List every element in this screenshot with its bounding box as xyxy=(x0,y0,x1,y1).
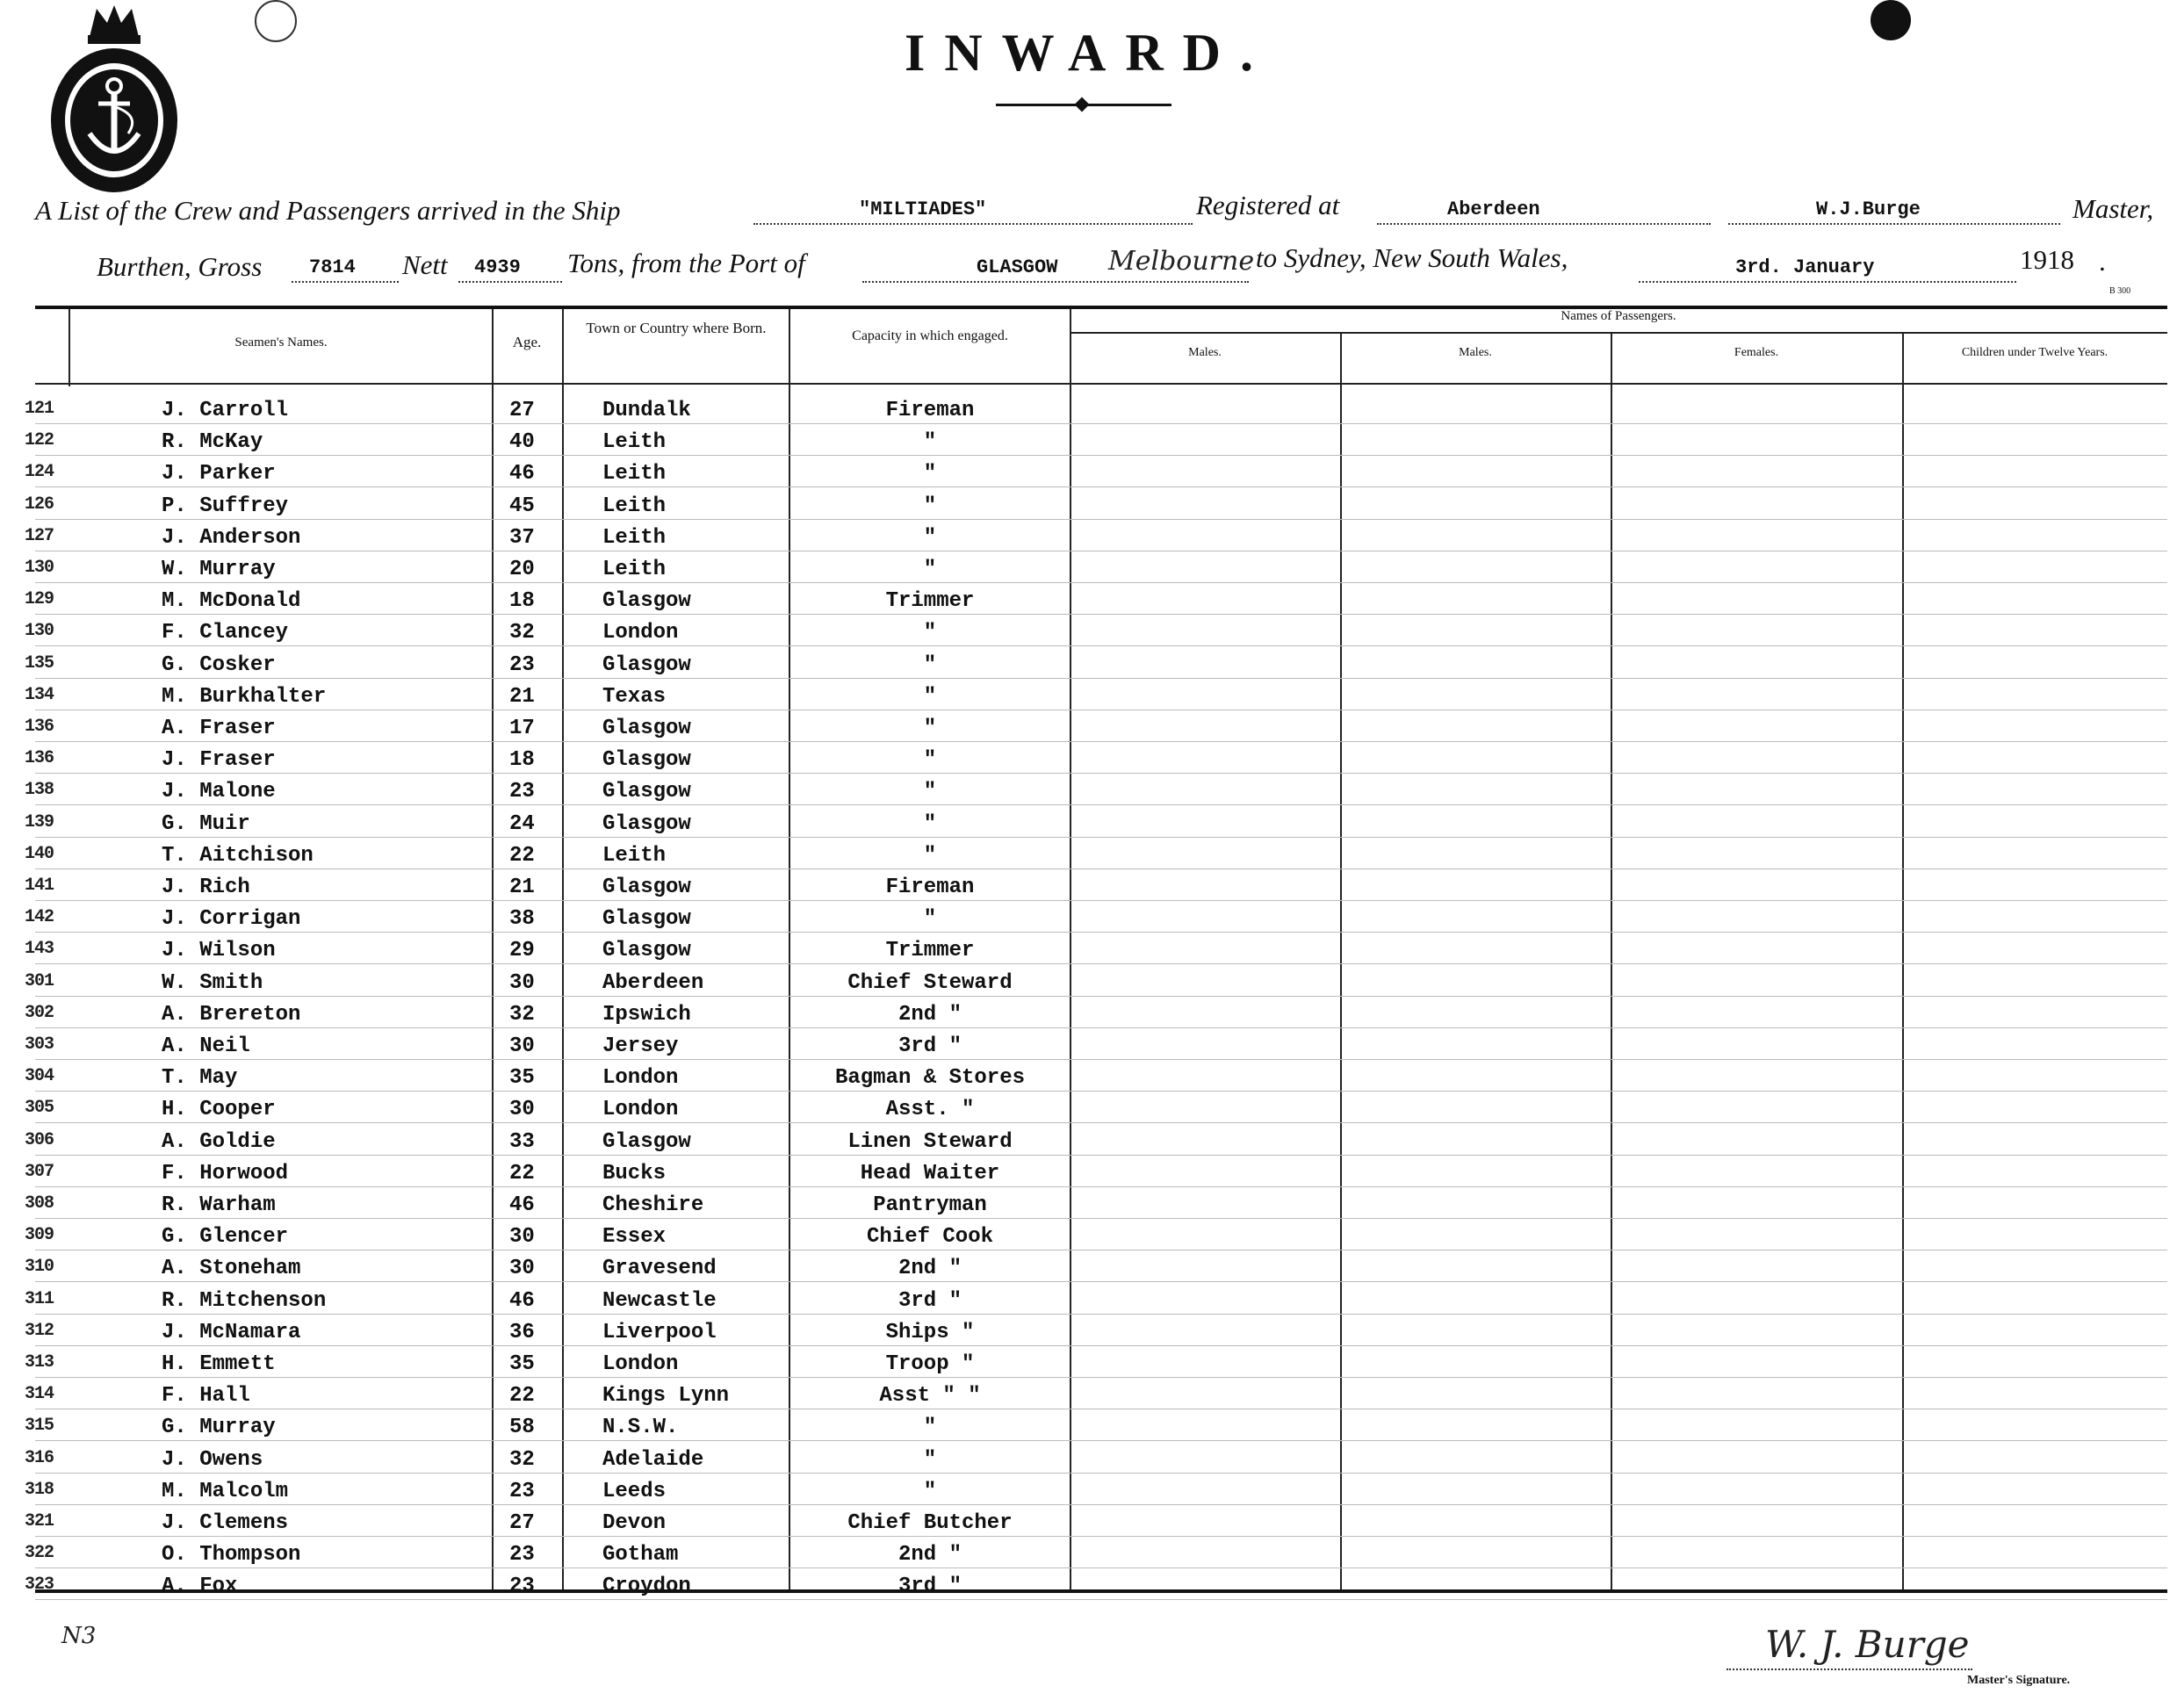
table-bottom-rule xyxy=(35,1589,2167,1593)
row-rule xyxy=(35,963,2167,964)
row-rule xyxy=(35,741,2167,742)
seaman-birthplace: Glasgow xyxy=(602,907,691,931)
seaman-birthplace: Kings Lynn xyxy=(602,1384,730,1408)
seaman-birthplace: Glasgow xyxy=(602,717,691,740)
row-rule xyxy=(35,837,2167,838)
row-number: 303 xyxy=(25,1034,54,1055)
row-number: 130 xyxy=(25,621,54,641)
row-rule xyxy=(35,519,2167,520)
seaman-birthplace: London xyxy=(602,1352,679,1376)
row-number: 309 xyxy=(25,1225,54,1245)
seaman-age: 20 xyxy=(509,558,535,581)
seaman-name: J. Carroll xyxy=(162,399,289,422)
row-rule xyxy=(35,1567,2167,1568)
seaman-capacity: " xyxy=(923,748,937,772)
row-rule xyxy=(35,1599,2167,1600)
seaman-birthplace: Leith xyxy=(602,526,667,550)
seaman-name: M. McDonald xyxy=(162,589,301,613)
master-name: W.J.Burge xyxy=(1816,198,1921,220)
seaman-birthplace: Leith xyxy=(602,430,667,454)
seaman-age: 22 xyxy=(509,1384,535,1408)
seaman-name: F. Clancey xyxy=(162,621,289,645)
row-number: 315 xyxy=(25,1416,54,1436)
row-rule xyxy=(35,1218,2167,1219)
seaman-capacity: " xyxy=(923,526,937,550)
seaman-age: 30 xyxy=(509,971,535,995)
seaman-name: G. Muir xyxy=(162,812,250,836)
seaman-birthplace: Dundalk xyxy=(602,399,691,422)
col-divider-7 xyxy=(1902,334,1904,1589)
header-males-1: Males. xyxy=(1188,346,1222,359)
row-number: 322 xyxy=(25,1543,54,1563)
seaman-age: 32 xyxy=(509,621,535,645)
row-number: 138 xyxy=(25,780,54,800)
master-name-field xyxy=(1728,200,2060,225)
header-town: Town or Country where Born. xyxy=(586,320,767,336)
seaman-age: 24 xyxy=(509,812,535,836)
seaman-name: R. Warham xyxy=(162,1193,276,1217)
row-number: 312 xyxy=(25,1321,54,1341)
seaman-age: 30 xyxy=(509,1098,535,1121)
row-rule xyxy=(35,423,2167,424)
seaman-capacity: " xyxy=(923,653,937,677)
seaman-age: 27 xyxy=(509,399,535,422)
seaman-age: 36 xyxy=(509,1321,535,1344)
seaman-birthplace: Glasgow xyxy=(602,653,691,677)
seaman-birthplace: Texas xyxy=(602,685,667,709)
seaman-age: 23 xyxy=(509,653,535,677)
seaman-name: R. McKay xyxy=(162,430,263,454)
gross-field xyxy=(292,258,399,283)
seaman-name: O. Thompson xyxy=(162,1543,301,1567)
seaman-age: 22 xyxy=(509,844,535,868)
col-divider-1 xyxy=(492,309,494,1589)
seaman-birthplace: Bucks xyxy=(602,1162,667,1186)
seaman-name: W. Smith xyxy=(162,971,263,995)
date-field xyxy=(1639,258,2016,283)
seaman-birthplace: Glasgow xyxy=(602,876,691,899)
ship-name-field xyxy=(753,200,1193,225)
seaman-name: J. Malone xyxy=(162,780,276,804)
row-number: 139 xyxy=(25,812,54,832)
row-rule xyxy=(35,1281,2167,1282)
seaman-age: 32 xyxy=(509,1448,535,1472)
seaman-age: 38 xyxy=(509,907,535,931)
seaman-name: F. Horwood xyxy=(162,1162,289,1186)
seaman-capacity: " xyxy=(923,621,937,645)
seaman-age: 37 xyxy=(509,526,535,550)
col-divider-2 xyxy=(562,309,564,1589)
col-divider-6 xyxy=(1611,334,1612,1589)
seaman-capacity: Pantryman xyxy=(873,1193,987,1217)
seaman-birthplace: Aberdeen xyxy=(602,971,704,995)
row-rule xyxy=(35,932,2167,933)
row-number: 318 xyxy=(25,1480,54,1500)
row-number: 122 xyxy=(25,430,54,450)
seaman-age: 30 xyxy=(509,1034,535,1058)
seaman-name: T. Aitchison xyxy=(162,844,314,868)
seaman-age: 22 xyxy=(509,1162,535,1186)
seaman-capacity: Linen Steward xyxy=(847,1130,1013,1154)
row-number: 127 xyxy=(25,526,54,546)
seaman-capacity: Trimmer xyxy=(885,589,975,613)
seaman-capacity: Bagman & Stores xyxy=(834,1066,1026,1090)
row-number: 305 xyxy=(25,1098,54,1118)
seaman-capacity: " xyxy=(923,844,937,868)
row-number: 135 xyxy=(25,653,54,674)
row-rule xyxy=(35,1091,2167,1092)
seaman-age: 18 xyxy=(509,748,535,772)
year: 1918 xyxy=(2020,244,2074,275)
row-number: 136 xyxy=(25,748,54,768)
seaman-capacity: Asst " " xyxy=(879,1384,981,1408)
seaman-birthplace: Glasgow xyxy=(602,748,691,772)
row-number: 130 xyxy=(25,558,54,578)
to-sydney-label: to Sydney, New South Wales, xyxy=(1256,242,1568,273)
row-number: 310 xyxy=(25,1257,54,1277)
row-number: 307 xyxy=(25,1162,54,1182)
title-ornament xyxy=(1075,97,1090,112)
row-rule xyxy=(35,1440,2167,1441)
seaman-name: J. Clemens xyxy=(162,1511,289,1535)
seaman-capacity: " xyxy=(923,685,937,709)
seaman-birthplace: Glasgow xyxy=(602,780,691,804)
seaman-capacity: " xyxy=(923,1416,937,1439)
row-rule xyxy=(35,1536,2167,1537)
seaman-birthplace: Glasgow xyxy=(602,812,691,836)
nett-field xyxy=(458,258,562,283)
row-rule xyxy=(35,1027,2167,1028)
row-number: 314 xyxy=(25,1384,54,1404)
seaman-birthplace: Ipswich xyxy=(602,1003,691,1027)
row-number: 304 xyxy=(25,1066,54,1086)
port-from-field xyxy=(862,246,1255,283)
row-number: 308 xyxy=(25,1193,54,1214)
seaman-age: 32 xyxy=(509,1003,535,1027)
seaman-name: T. May xyxy=(162,1066,238,1090)
row-rule xyxy=(35,804,2167,805)
seaman-age: 21 xyxy=(509,685,535,709)
row-rule xyxy=(35,582,2167,583)
seaman-birthplace: Glasgow xyxy=(602,589,691,613)
row-rule xyxy=(35,1122,2167,1123)
seaman-name: J. Wilson xyxy=(162,939,276,962)
seaman-age: 23 xyxy=(509,1543,535,1567)
seaman-age: 46 xyxy=(509,1193,535,1217)
seaman-capacity: Head Waiter xyxy=(860,1162,1000,1186)
row-rule xyxy=(35,614,2167,615)
row-number: 140 xyxy=(25,844,54,864)
col-divider-4 xyxy=(1070,309,1071,1589)
row-rule xyxy=(35,1059,2167,1060)
seaman-capacity: " xyxy=(923,780,937,804)
header-seamen-names: Seamen's Names. xyxy=(234,335,328,350)
header-passengers: Names of Passengers. xyxy=(1561,309,1676,323)
seaman-name: J. Fraser xyxy=(162,748,276,772)
seaman-birthplace: Croydon xyxy=(602,1575,691,1598)
registered-label: Registered at xyxy=(1196,190,1340,220)
row-number: 323 xyxy=(25,1575,54,1595)
seaman-age: 45 xyxy=(509,494,535,518)
seaman-name: J. Anderson xyxy=(162,526,301,550)
seaman-birthplace: Glasgow xyxy=(602,1130,691,1154)
row-number: 136 xyxy=(25,717,54,737)
registered-port-field xyxy=(1377,200,1711,225)
seaman-age: 30 xyxy=(509,1257,535,1280)
seaman-capacity: 2nd " xyxy=(897,1543,962,1567)
seaman-age: 40 xyxy=(509,430,535,454)
row-rule xyxy=(35,1314,2167,1315)
arrival-date: 3rd. January xyxy=(1735,256,1875,278)
seaman-age: 29 xyxy=(509,939,535,962)
seaman-capacity: " xyxy=(923,812,937,836)
gross-value: 7814 xyxy=(309,256,356,278)
port-from-handwritten: Melbourne xyxy=(1108,246,1255,277)
row-number: 126 xyxy=(25,494,54,515)
seaman-name: A. Goldie xyxy=(162,1130,276,1154)
row-number: 302 xyxy=(25,1003,54,1023)
year-mark: . xyxy=(2099,246,2106,277)
seaman-birthplace: Liverpool xyxy=(602,1321,717,1344)
tons-label: Tons, from the Port of xyxy=(567,248,805,278)
master-signature: W. J. Burge xyxy=(1765,1623,1970,1666)
ship-name: "MILTIADES" xyxy=(859,198,987,220)
row-rule xyxy=(35,1504,2167,1505)
seaman-capacity: Ships " xyxy=(885,1321,975,1344)
seaman-capacity: 3rd " xyxy=(897,1289,962,1313)
seaman-age: 23 xyxy=(509,1575,535,1598)
seaman-name: J. Rich xyxy=(162,876,250,899)
line1-prefix: A List of the Crew and Passengers arrived in the Ship xyxy=(35,195,621,226)
seaman-birthplace: Newcastle xyxy=(602,1289,717,1313)
seaman-birthplace: Glasgow xyxy=(602,939,691,962)
seaman-name: J. Owens xyxy=(162,1448,263,1472)
seaman-name: G. Murray xyxy=(162,1416,276,1439)
seaman-name: M. Malcolm xyxy=(162,1480,289,1503)
row-number: 129 xyxy=(25,589,54,609)
seaman-name: R. Mitchenson xyxy=(162,1289,327,1313)
seaman-name: F. Hall xyxy=(162,1384,250,1408)
row-rule xyxy=(35,455,2167,456)
passenger-group-rule xyxy=(1070,332,2167,334)
seaman-age: 46 xyxy=(509,1289,535,1313)
seaman-birthplace: London xyxy=(602,1066,679,1090)
document-title: INWARD. xyxy=(904,24,1273,82)
row-rule xyxy=(35,1473,2167,1474)
seaman-birthplace: Gravesend xyxy=(602,1257,717,1280)
row-rule xyxy=(35,1155,2167,1156)
seaman-capacity: Fireman xyxy=(885,399,975,422)
seaman-name: H. Cooper xyxy=(162,1098,276,1121)
seaman-birthplace: Essex xyxy=(602,1225,667,1249)
seaman-name: A. Fraser xyxy=(162,717,276,740)
seaman-name: J. Corrigan xyxy=(162,907,301,931)
seaman-age: 35 xyxy=(509,1352,535,1376)
seaman-name: J. McNamara xyxy=(162,1321,301,1344)
seaman-capacity: Asst. " xyxy=(885,1098,975,1121)
registered-port: Aberdeen xyxy=(1447,198,1540,220)
footer-note: N3 xyxy=(61,1623,97,1649)
seaman-birthplace: Gotham xyxy=(602,1543,679,1567)
row-number: 141 xyxy=(25,876,54,896)
row-number: 124 xyxy=(25,462,54,482)
signature-label: Master's Signature. xyxy=(1967,1674,2071,1687)
seaman-age: 17 xyxy=(509,717,535,740)
seaman-name: A. Fox xyxy=(162,1575,238,1598)
seaman-capacity: Chief Cook xyxy=(866,1225,994,1249)
seaman-birthplace: Jersey xyxy=(602,1034,679,1058)
seaman-birthplace: Leith xyxy=(602,494,667,518)
header-children: Children under Twelve Years. xyxy=(1961,346,2109,359)
seaman-capacity: 2nd " xyxy=(897,1257,962,1280)
seaman-capacity: 3rd " xyxy=(897,1034,962,1058)
row-rule xyxy=(35,1377,2167,1378)
seaman-name: M. Burkhalter xyxy=(162,685,327,709)
seaman-capacity: Chief Steward xyxy=(847,971,1013,995)
seaman-birthplace: Leith xyxy=(602,844,667,868)
row-rule xyxy=(35,486,2167,487)
seaman-birthplace: London xyxy=(602,621,679,645)
row-number: 311 xyxy=(25,1289,54,1309)
row-rule xyxy=(35,1345,2167,1346)
seaman-name: G. Glencer xyxy=(162,1225,289,1249)
row-number: 121 xyxy=(25,399,54,419)
seaman-name: G. Cosker xyxy=(162,653,276,677)
signature-line xyxy=(1726,1668,1972,1670)
row-number: 313 xyxy=(25,1352,54,1373)
seaman-capacity: " xyxy=(923,1448,937,1472)
col-divider-5 xyxy=(1340,334,1342,1589)
header-capacity: Capacity in which engaged. xyxy=(852,328,1008,343)
header-males-2: Males. xyxy=(1459,346,1492,359)
seaman-capacity: Fireman xyxy=(885,876,975,899)
row-rule xyxy=(35,1186,2167,1187)
seaman-capacity: " xyxy=(923,494,937,518)
row-rule xyxy=(35,645,2167,646)
seaman-capacity: Troop " xyxy=(885,1352,975,1376)
row-number: 316 xyxy=(25,1448,54,1468)
burthen-label: Burthen, Gross xyxy=(97,251,263,282)
seaman-capacity: " xyxy=(923,907,937,931)
header-bottom-rule xyxy=(35,383,2167,385)
row-number: 301 xyxy=(25,971,54,991)
master-label: Master, xyxy=(2072,193,2154,224)
row-rule xyxy=(35,900,2167,901)
nett-label: Nett xyxy=(402,249,448,280)
seaman-capacity: " xyxy=(923,1480,937,1503)
seaman-name: A. Brereton xyxy=(162,1003,301,1027)
seaman-age: 30 xyxy=(509,1225,535,1249)
seaman-birthplace: Adelaide xyxy=(602,1448,704,1472)
form-code: B 300 xyxy=(2109,286,2131,296)
seaman-birthplace: Leeds xyxy=(602,1480,667,1503)
seaman-age: 35 xyxy=(509,1066,535,1090)
row-rule xyxy=(35,996,2167,997)
header-age: Age. xyxy=(512,334,542,350)
seaman-name: J. Parker xyxy=(162,462,276,486)
seaman-birthplace: London xyxy=(602,1098,679,1121)
header-females: Females. xyxy=(1734,346,1779,359)
seaman-name: A. Stoneham xyxy=(162,1257,301,1280)
row-number: 134 xyxy=(25,685,54,705)
seaman-name: W. Murray xyxy=(162,558,276,581)
row-rule xyxy=(35,678,2167,679)
seaman-birthplace: N.S.W. xyxy=(602,1416,679,1439)
seaman-birthplace: Leith xyxy=(602,558,667,581)
seaman-age: 58 xyxy=(509,1416,535,1439)
seaman-capacity: " xyxy=(923,558,937,581)
seaman-name: A. Neil xyxy=(162,1034,250,1058)
row-rule xyxy=(35,868,2167,869)
port-from: GLASGOW xyxy=(977,256,1058,278)
seaman-age: 18 xyxy=(509,589,535,613)
row-number: 306 xyxy=(25,1130,54,1150)
row-number: 142 xyxy=(25,907,54,927)
seaman-age: 23 xyxy=(509,1480,535,1503)
seaman-age: 46 xyxy=(509,462,535,486)
nett-value: 4939 xyxy=(474,256,521,278)
seaman-capacity: Chief Butcher xyxy=(847,1511,1013,1535)
seaman-name: H. Emmett xyxy=(162,1352,276,1376)
seaman-capacity: Trimmer xyxy=(885,939,975,962)
seaman-capacity: 3rd " xyxy=(897,1575,962,1598)
row-rule xyxy=(35,773,2167,774)
row-number: 143 xyxy=(25,939,54,959)
seaman-birthplace: Devon xyxy=(602,1511,667,1535)
seaman-capacity: 2nd " xyxy=(897,1003,962,1027)
seaman-age: 33 xyxy=(509,1130,535,1154)
seaman-age: 23 xyxy=(509,780,535,804)
seaman-name: P. Suffrey xyxy=(162,494,289,518)
seaman-capacity: " xyxy=(923,717,937,740)
seaman-age: 21 xyxy=(509,876,535,899)
seaman-capacity: " xyxy=(923,430,937,454)
seaman-age: 27 xyxy=(509,1511,535,1535)
seaman-capacity: " xyxy=(923,462,937,486)
seaman-birthplace: Leith xyxy=(602,462,667,486)
seaman-birthplace: Cheshire xyxy=(602,1193,704,1217)
row-number: 321 xyxy=(25,1511,54,1531)
